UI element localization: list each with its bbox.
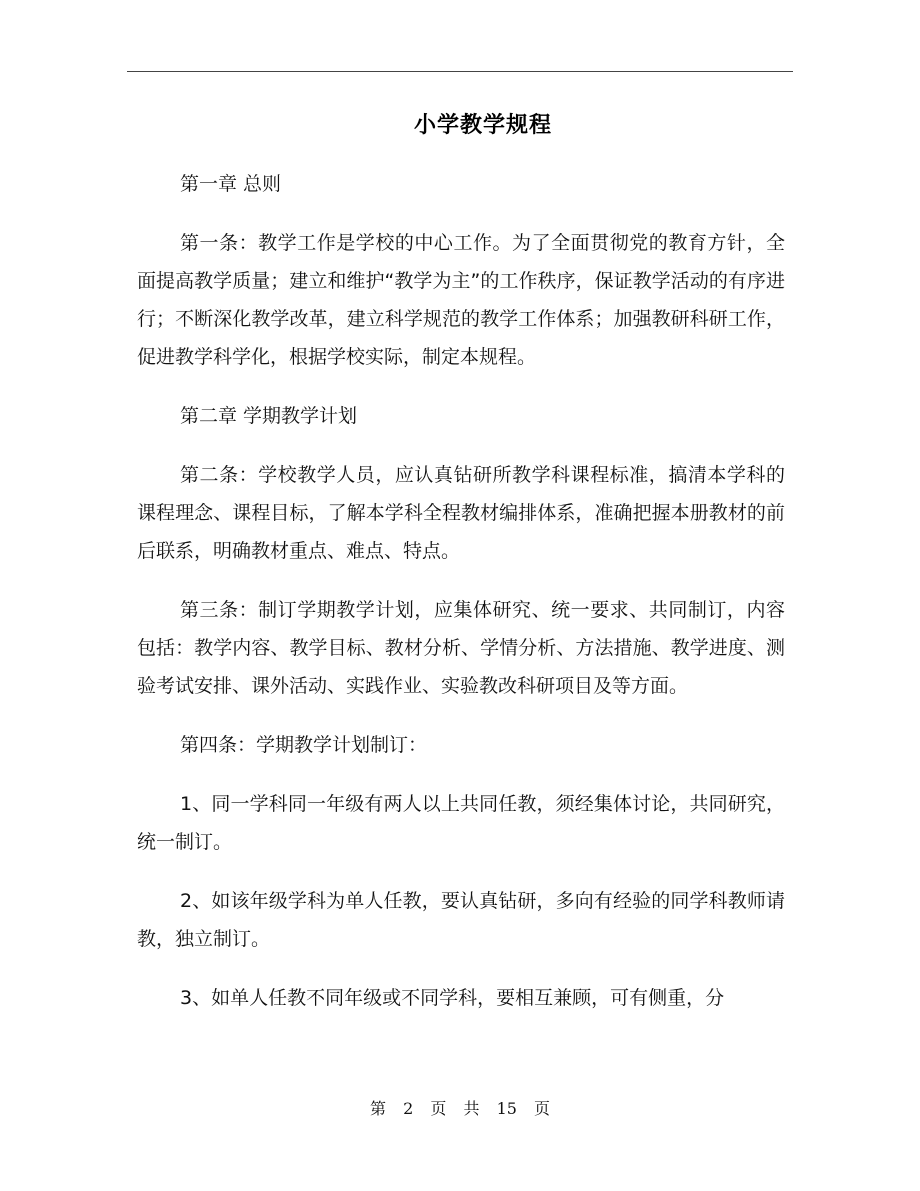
list-item-paragraph: 1、同一学科同一年级有两人以上共同任教，须经集体讨论，共同研究，统一制订。	[137, 793, 785, 853]
footer-current-page: 2	[403, 1099, 414, 1118]
article-paragraph: 第二条：学校教学人员，应认真钻研所教学科课程标准，搞清本学科的课程理念、课程目标，了解本学科全程教材编排体系，准确把握本册教材的前后联系，明确教材重点、难点、特点。	[137, 464, 785, 562]
article-paragraph: 第四条：学期教学计划制订：	[180, 734, 428, 756]
footer-total-label: 页	[534, 1099, 551, 1118]
document-title: 小学教学规程	[413, 112, 552, 138]
header-rule	[127, 71, 793, 72]
chapter-heading: 第一章 总则	[180, 173, 282, 195]
footer-total-pages: 15	[496, 1099, 517, 1118]
list-item-paragraph: 3、如单人任教不同年级或不同学科，要相互兼顾，可有侧重，分	[180, 987, 725, 1009]
chapter-heading: 第二章 学期教学计划	[180, 405, 358, 427]
article-paragraph: 第一条：教学工作是学校的中心工作。为了全面贯彻党的教育方针，全面提高教学质量；建立和维护“教学为主”的工作秩序，保证教学活动的有序进行；不断深化教学改革，建立科学规范的教学工作体系；加强教研科研工作，促进教学科学化，根据学校实际，制定本规程。	[137, 232, 785, 368]
document-body	[137, 165, 785, 1038]
page-footer	[0, 1096, 920, 1119]
footer-page-label: 页	[430, 1099, 447, 1118]
article-paragraph: 第三条：制订学期教学计划，应集体研究、统一要求、共同制订，内容包括：教学内容、教学目标、教材分析、学情分析、方法措施、教学进度、测验考试安排、课外活动、实践作业、实验教改科研项目及等方面。	[137, 599, 785, 697]
list-item-paragraph: 2、如该年级学科为单人任教，要认真钻研，多向有经验的同学科教师请教，独立制订。	[137, 890, 785, 950]
footer-total-prefix: 共	[463, 1099, 480, 1118]
footer-prefix: 第	[369, 1099, 386, 1118]
